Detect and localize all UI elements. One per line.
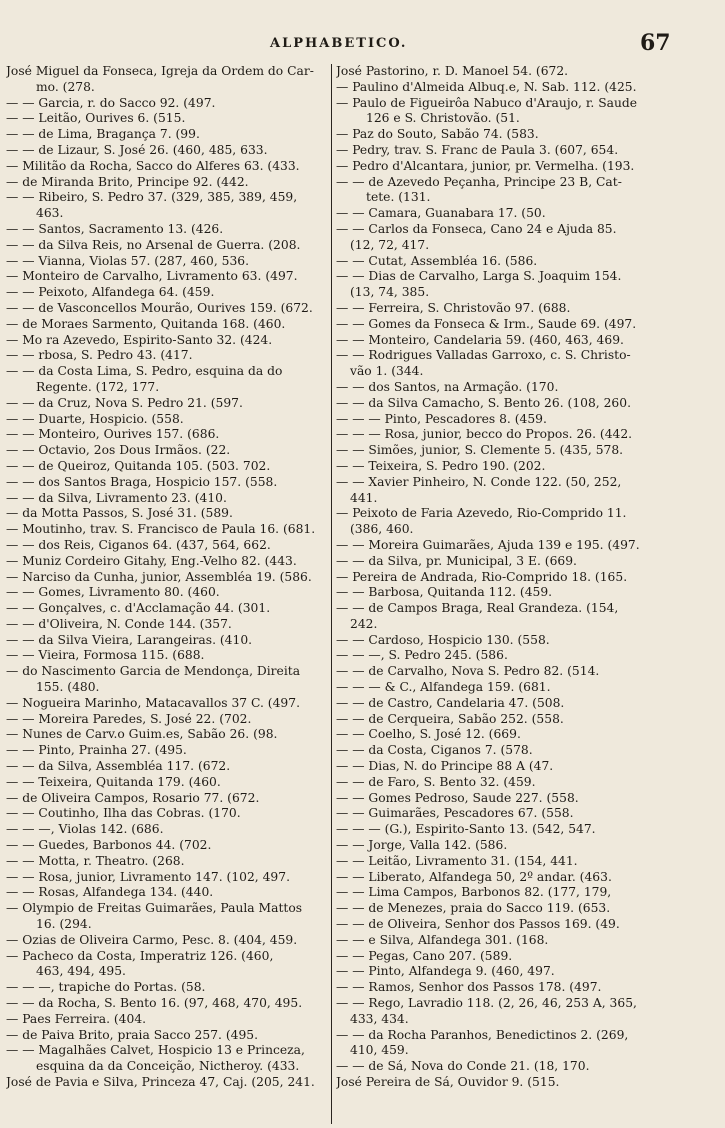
directory-entry-line: — do Nascimento Garcia de Mendonça, Direita	[6, 664, 301, 679]
directory-entry-line: — Ozias de Oliveira Carmo, Pesc. 8. (404, 459.	[6, 932, 298, 947]
directory-entry-line: — Muniz Cordeiro Gitahy, Eng.-Velho 82. (443.	[6, 553, 297, 568]
left-column	[6, 64, 328, 1124]
directory-entry-line: — — de Lizaur, S. José 26. (460, 485, 633.	[6, 142, 268, 157]
directory-entry-line: — — Garcia, r. do Sacco 92. (497.	[6, 95, 216, 110]
directory-entry-line: — — Leitão, Livramento 31. (154, 441.	[336, 853, 578, 868]
directory-entry-line: — — Monteiro, Candelaria 59. (460, 463, 469.	[336, 332, 624, 347]
directory-entry-line: (12, 72, 417.	[350, 237, 430, 252]
directory-entry-line: — — de Queiroz, Quitanda 105. (503. 702.	[6, 458, 271, 473]
directory-entry-line: — — Coelho, S. José 12. (669.	[336, 727, 521, 742]
directory-entry-line: — — Liberato, Alfandega 50, 2º andar. (463.	[336, 869, 612, 884]
directory-entry-line: — — de Menezes, praia do Sacco 119. (653.	[336, 901, 611, 916]
directory-entry-line: — — Guedes, Barbonos 44. (702.	[6, 838, 212, 853]
directory-entry-line: — — de Lima, Bragança 7. (99.	[6, 127, 200, 142]
directory-entry-line: — — da Costa, Ciganos 7. (578.	[336, 743, 533, 758]
directory-entry-line: — — Camara, Guanabara 17. (50.	[336, 206, 546, 221]
directory-entry-line: — — Pinto, Prainha 27. (495.	[6, 743, 187, 758]
directory-entry-line: — Mo ra Azevedo, Espirito-Santo 32. (424.	[6, 332, 273, 347]
directory-entry-line: — — Ferreira, S. Christovão 97. (688.	[336, 300, 571, 315]
directory-entry-line: — — de Carvalho, Nova S. Pedro 82. (514.	[336, 664, 600, 679]
directory-entry-line: José de Pavia e Silva, Princeza 47, Caj. (205, 241.	[6, 1075, 315, 1089]
directory-entry-line: — — da Silva, Assembléa 117. (672.	[6, 759, 231, 774]
directory-entry-line: — — dos Reis, Ciganos 64. (437, 564, 662.	[6, 537, 271, 552]
directory-entry-line: — — de Oliveira, Senhor dos Passos 169. (49.	[336, 917, 620, 932]
directory-entry-line: — — de Faro, S. Bento 32. (459.	[336, 774, 536, 789]
directory-entry-line: — — dos Santos Braga, Hospicio 157. (558.	[6, 474, 278, 489]
directory-entry-line: — — Cardoso, Hospicio 130. (558.	[336, 632, 550, 647]
directory-entry-line: — — Santos, Sacramento 13. (426.	[6, 221, 224, 236]
directory-entry-line: — — da Silva Camacho, S. Bento 26. (108, 260.	[336, 395, 631, 410]
directory-entry-line: (13, 74, 385.	[350, 285, 430, 300]
directory-entry-line: — — Guimarães, Pescadores 67. (558.	[336, 806, 574, 821]
directory-entry-line: — — Teixeira, Quitanda 179. (460.	[6, 774, 221, 789]
directory-entry-line: — — Pinto, Alfandega 9. (460, 497.	[336, 964, 555, 979]
directory-entry-line: — — Teixeira, S. Pedro 190. (202.	[336, 458, 546, 473]
directory-entry-line: — — Simões, junior, S. Clemente 5. (435, 578.	[336, 443, 624, 458]
directory-entry-line: 126 e S. Christovão. (51.	[366, 111, 520, 126]
directory-entry-line: — — Magalhães Calvet, Hospicio 13 e Princeza,	[6, 1043, 305, 1058]
directory-entry-line: — — Gomes da Fonseca & Irm., Saude 69. (497.	[336, 316, 637, 331]
directory-entry-line: — Pedro d'Alcantara, junior, pr. Vermelha. (193.	[336, 158, 635, 173]
directory-entry-line: — — Motta, r. Theatro. (268.	[6, 853, 185, 868]
directory-entry-line: — de Oliveira Campos, Rosario 77. (672.	[6, 790, 260, 805]
directory-entry-line: — — da Silva, pr. Municipal, 3 E. (669.	[336, 553, 577, 568]
directory-entry-line: — Paes Ferreira. (404.	[6, 1011, 147, 1026]
directory-entry-line: esquina da da Conceição, Nictheroy. (433.	[36, 1059, 300, 1074]
directory-entry-line: — — Vianna, Violas 57. (287, 460, 536.	[6, 253, 250, 268]
directory-entry-line: — — da Rocha, S. Bento 16. (97, 468, 470, 495.	[6, 996, 303, 1011]
directory-entry-line: 242.	[350, 616, 378, 631]
directory-entry-line: — — Gomes Pedroso, Saude 227. (558.	[336, 790, 579, 805]
directory-entry-line: — de Moraes Sarmento, Quitanda 168. (460.	[6, 316, 286, 331]
directory-entry-line: — Pedry, trav. S. Franc de Paula 3. (607, 654.	[336, 142, 619, 157]
directory-entry-line: — — de Azevedo Peçanha, Principe 23 B, Cat-	[336, 174, 622, 189]
directory-entry-line: — — Xavier Pinheiro, N. Conde 122. (50, 252,	[336, 474, 622, 489]
directory-entry-line: tete. (131.	[366, 190, 431, 205]
directory-entry-line: — — Coutinho, Ilha das Cobras. (170.	[6, 806, 241, 821]
directory-entry-line: — — Octavio, 2os Dous Irmãos. (22.	[6, 443, 231, 458]
directory-entry-line: — Paulo de Figueirôa Nabuco d'Araujo, r. Saude	[336, 95, 638, 110]
directory-entry-line: mo. (278.	[36, 79, 95, 94]
directory-entry-line: 155. (480.	[36, 680, 100, 695]
directory-entry-line: — — Pegas, Cano 207. (589.	[336, 948, 513, 963]
directory-entry-line: — Militão da Rocha, Sacco do Alferes 63. (433.	[6, 158, 300, 173]
directory-entry-line: — — d'Oliveira, N. Conde 144. (357.	[6, 616, 232, 631]
directory-entry-line: — Moutinho, trav. S. Francisco de Paula 16. (681.	[6, 522, 316, 537]
directory-entry-line: — Paz do Souto, Sabão 74. (583.	[336, 127, 539, 142]
directory-entry-line: — — da Rocha Paranhos, Benedictinos 2. (269,	[336, 1027, 629, 1042]
directory-entry-line: — — da Costa Lima, S. Pedro, esquina da do	[6, 364, 283, 379]
directory-entry-line: — — da Cruz, Nova S. Pedro 21. (597.	[6, 395, 243, 410]
directory-entry-line: — — da Silva Vieira, Larangeiras. (410.	[6, 632, 253, 647]
directory-entry-line: — — de Vasconcellos Mourão, Ourives 159. (672.	[6, 300, 313, 315]
directory-entry-line: (386, 460.	[350, 522, 414, 537]
directory-entry-line: — — Ramos, Senhor dos Passos 178. (497.	[336, 980, 602, 995]
directory-entry-line: — — Jorge, Valla 142. (586.	[336, 838, 508, 853]
directory-entry-line: — Olympio de Freitas Guimarães, Paula Mattos	[6, 901, 303, 916]
directory-entry-line: — — — Rosa, junior, becco do Propos. 26. (442.	[336, 427, 633, 442]
directory-entry-line: — Narciso da Cunha, junior, Assembléa 19. (586.	[6, 569, 312, 584]
directory-entry-line: — — Ribeiro, S. Pedro 37. (329, 385, 389, 459,	[6, 190, 298, 205]
directory-entry-line: 410, 459.	[350, 1043, 409, 1058]
directory-entry-line: — — Carlos da Fonseca, Cano 24 e Ajuda 85.	[336, 221, 617, 236]
directory-entry-line: — Pereira de Andrada, Rio-Comprido 18. (165.	[336, 569, 628, 584]
directory-entry-line: — — Cutat, Assembléa 16. (586.	[336, 253, 538, 268]
directory-entry-line: — — rbosa, S. Pedro 43. (417.	[6, 348, 193, 363]
directory-entry-line: — Nogueira Marinho, Matacavallos 37 C. (497.	[6, 695, 300, 710]
directory-entry-line: — — da Silva Reis, no Arsenal de Guerra. (208.	[6, 237, 301, 252]
directory-entry-line: — — Rodrigues Valladas Garroxo, c. S. Christo-	[336, 348, 631, 363]
directory-entry-line: — da Motta Passos, S. José 31. (589.	[6, 506, 233, 521]
directory-entry-line: — — —, S. Pedro 245. (586.	[336, 648, 508, 663]
directory-entry-line: — — da Silva, Livramento 23. (410.	[6, 490, 227, 505]
directory-entry-line: — — de Sá, Nova do Conde 21. (18, 170.	[336, 1059, 590, 1074]
directory-entry-line: — Pacheco da Costa, Imperatriz 126. (460,	[6, 948, 274, 963]
directory-entry-line: vão 1. (344.	[350, 364, 424, 379]
directory-entry-line: Regente. (172, 177.	[36, 379, 160, 394]
directory-entry-line: — — Moreira Guimarães, Ajuda 139 e 195. (497.	[336, 537, 640, 552]
directory-entry-line: José Miguel da Fonseca, Igreja da Ordem do Car-	[6, 64, 314, 78]
page-header	[0, 30, 725, 60]
directory-entry-line: — — Gomes, Livramento 80. (460.	[6, 585, 220, 600]
page-number: 67	[640, 30, 671, 56]
directory-entry-line: José Pastorino, r. D. Manoel 54. (672.	[336, 64, 569, 78]
right-column	[336, 64, 718, 1124]
directory-entry-line: — — — & C., Alfandega 159. (681.	[336, 680, 551, 695]
directory-entry-line: — — Leitão, Ourives 6. (515.	[6, 111, 186, 126]
directory-entry-line: — — Lima Campos, Barbonos 82. (177, 179,	[336, 885, 612, 900]
directory-entry-line: 16. (294.	[36, 917, 92, 932]
directory-entry-line: — — Vieira, Formosa 115. (688.	[6, 648, 205, 663]
directory-entry-line: — — Moreira Paredes, S. José 22. (702.	[6, 711, 252, 726]
directory-entry-line: — — de Cerqueira, Sabão 252. (558.	[336, 711, 564, 726]
directory-entry-line: 433, 434.	[350, 1011, 409, 1026]
directory-entry-line: — — e Silva, Alfandega 301. (168.	[336, 932, 549, 947]
directory-entry-line: — — — Pinto, Pescadores 8. (459.	[336, 411, 547, 426]
directory-entry-line: — — Barbosa, Quitanda 112. (459.	[336, 585, 553, 600]
column-divider	[331, 64, 332, 1124]
directory-entry-line: — de Miranda Brito, Principe 92. (442.	[6, 174, 249, 189]
directory-entry-line: — — Gonçalves, c. d'Acclamação 44. (301.	[6, 601, 271, 616]
directory-entry-line: 463, 494, 495.	[36, 964, 126, 979]
directory-entry-line: — — Monteiro, Ourives 157. (686.	[6, 427, 220, 442]
page-title: ALPHABETICO.	[270, 36, 408, 51]
directory-entry-line: — — de Campos Braga, Real Grandeza. (154,	[336, 601, 619, 616]
directory-entry-line: — — de Castro, Candelaria 47. (508.	[336, 695, 565, 710]
directory-entry-line: José Pereira de Sá, Ouvidor 9. (515.	[336, 1075, 560, 1089]
directory-entry-line: — — —, Violas 142. (686.	[6, 822, 164, 837]
directory-entry-line: — — — (G.), Espirito-Santo 13. (542, 547.	[336, 822, 596, 837]
directory-entry-line: 441.	[350, 490, 378, 505]
directory-entry-line: — Paulino d'Almeida Albuq.e, N. Sab. 112. (425.	[336, 79, 637, 94]
directory-entry-line: — de Paiva Brito, praia Sacco 257. (495.	[6, 1027, 259, 1042]
directory-entry-line: — — dos Santos, na Armação. (170.	[336, 379, 559, 394]
directory-entry-line: — — Dias de Carvalho, Larga S. Joaquim 154.	[336, 269, 622, 284]
directory-entry-line: — — Rego, Lavradio 118. (2, 26, 46, 253 A, 365,	[336, 996, 637, 1011]
directory-entry-line: — — Rosas, Alfandega 134. (440.	[6, 885, 214, 900]
directory-entry-line: — — Duarte, Hospicio. (558.	[6, 411, 184, 426]
directory-entry-line: — — Dias, N. do Principe 88 A (47.	[336, 759, 554, 774]
directory-entry-line: — Peixoto de Faria Azevedo, Rio-Comprido 11.	[336, 506, 627, 521]
directory-entry-line: — Monteiro de Carvalho, Livramento 63. (497.	[6, 269, 298, 284]
directory-entry-line: — — Rosa, junior, Livramento 147. (102, 497.	[6, 869, 290, 884]
directory-entry-line: — — —, trapiche do Portas. (58.	[6, 980, 206, 995]
directory-entry-line: 463.	[36, 206, 64, 221]
directory-entry-line: — Nunes de Carv.o Guim.es, Sabão 26. (98.	[6, 727, 278, 742]
directory-entry-line: — — Peixoto, Alfandega 64. (459.	[6, 285, 215, 300]
